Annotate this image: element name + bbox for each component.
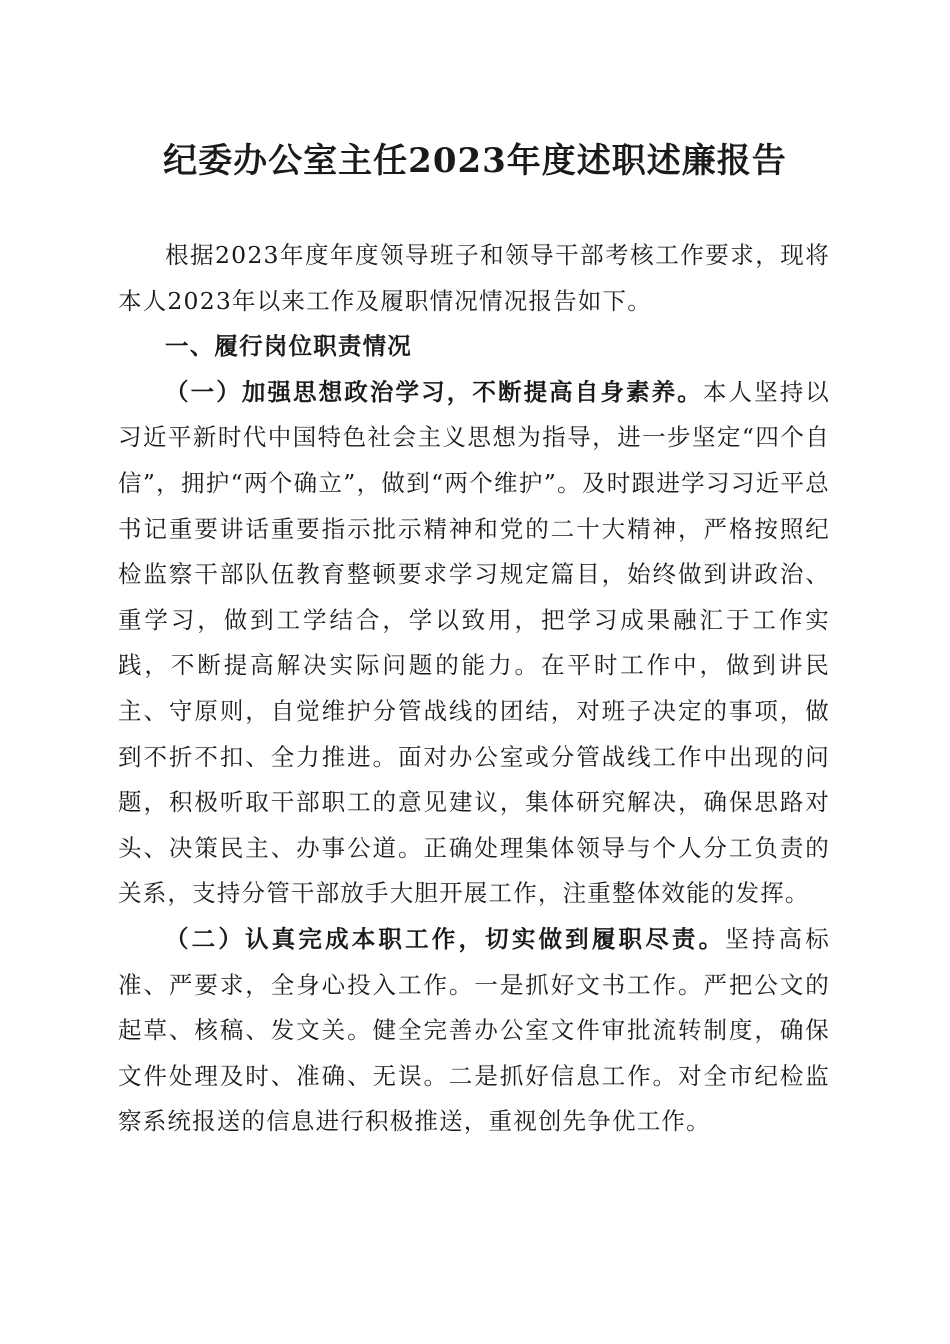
intro-paragraph: 根据2023年度年度领导班子和领导干部考核工作要求，现将本人2023年以来工作及履职情况情况报告如下。	[118, 241, 830, 315]
paragraph-1	[118, 370, 830, 917]
paragraph-1-body: 本人坚持以习近平新时代中国特色社会主义思想为指导，进一步坚定“四个自信”，拥护“两个确立”，做到“两个维护”。及时跟进学习习近平总书记重要讲话重要指示批示精神和党的二十大精神，严格按照纪检监察干部队伍教育整顿要求学习规定篇目，始终做到讲政治、重学习，做到工学结合，学以致用，把学习成果融汇于工作实践，不断提高解决实际问题的能力。在平时工作中，做到讲民主、守原则，自觉维护分管战线的团结，对班子决定的事项，做到不折不扣、全力推进。面对办公室或分管战线工作中出现的问题，积极听取干部职工的意见建议，集体研究解决，确保思路对头、决策民主、办事公道。正确处理集体领导与个人分工负责的关系，支持分管干部放手大胆开展工作，注重整体效能的发挥。	[118, 377, 831, 908]
paragraph-2-body: 坚持高标准、严要求，全身心投入工作。一是抓好文书工作。严把公文的起草、核稿、发文关。健全完善办公室文件审批流转制度，确保文件处理及时、准确、无误。二是抓好信息工作。对全市纪检监察系统报送的信息进行积极推送，重视创先争优工作。	[118, 924, 830, 1136]
paragraph-2	[118, 917, 830, 1145]
document-body	[118, 233, 830, 1145]
document-title: 纪委办公室主任2023年度述职述廉报告	[163, 141, 787, 181]
paragraph-2-lead: （二）认真完成本职工作，切实做到履职尽责。	[165, 924, 726, 953]
paragraph-1-lead: （一）加强思想政治学习，不断提高自身素养。	[165, 377, 703, 406]
section-heading: 一、履行岗位职责情况	[165, 332, 412, 361]
